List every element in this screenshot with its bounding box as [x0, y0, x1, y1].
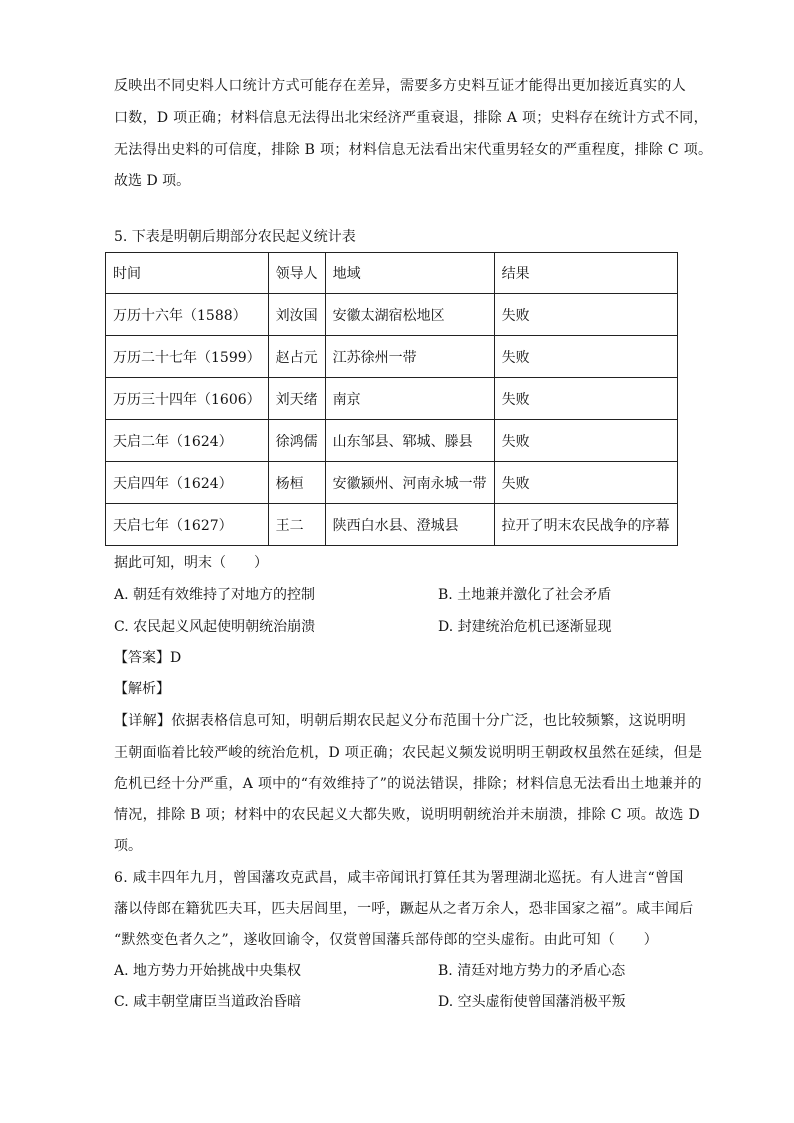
q6-option-a: A. 地方势力开始挑战中央集权	[114, 963, 302, 979]
q5-analysis-title: 【解析】	[114, 681, 170, 697]
q5-detail-line-4: 情况，排除 B 项；材料中的农民起义大都失败，说明明朝统治并未崩溃，排除 C 项。故选 D	[114, 807, 700, 823]
cell-result: 失败	[494, 420, 677, 462]
cell-time: 万历二十七年（1599）	[106, 336, 269, 378]
cell-leader: 刘汝国	[268, 294, 325, 336]
q6-option-b: B. 清廷对地方势力的矛盾心态	[438, 963, 626, 979]
header-region: 地域	[325, 253, 494, 294]
q5-detail-line-5: 项。	[114, 838, 142, 854]
intro-line-2: 口数，D 项正确；材料信息无法得出北宋经济严重衰退，排除 A 项；史料存在统计方式不同，	[114, 110, 708, 126]
cell-leader: 徐鸿儒	[268, 420, 325, 462]
header-leader: 领导人	[268, 253, 325, 294]
q6-option-d: D. 空头虚衔使曾国藩消极平叛	[438, 994, 626, 1010]
cell-region: 陕西白水县、澄城县	[325, 504, 494, 546]
cell-result: 拉开了明末农民战争的序幕	[494, 504, 677, 546]
uprising-table	[105, 252, 678, 546]
table-row	[106, 378, 678, 420]
table-row	[106, 462, 678, 504]
q5-detail-line-3: 危机已经十分严重，A 项中的“有效维持了”的说法错误，排除；材料信息无法看出土地兼并的	[114, 776, 702, 792]
cell-time: 万历十六年（1588）	[106, 294, 269, 336]
header-time: 时间	[106, 253, 269, 294]
cell-region: 江苏徐州一带	[325, 336, 494, 378]
q5-option-d: D. 封建统治危机已逐渐显现	[438, 619, 612, 635]
q6-stem-line-3: “默然变色者久之”，遂收回谕令，仅赏曾国藩兵部侍郎的空头虚衔。由此可知（ ）	[114, 932, 659, 948]
cell-time: 天启二年（1624）	[106, 420, 269, 462]
cell-result: 失败	[494, 336, 677, 378]
q5-option-b: B. 土地兼并激化了社会矛盾	[438, 587, 612, 603]
q6-stem-line-2: 藩以侍郎在籍犹匹夫耳，匹夫居闾里，一呼，蹶起从之者万余人，恐非国家之福”。咸丰闻后	[114, 901, 694, 917]
header-result: 结果	[494, 253, 677, 294]
intro-line-4: 故选 D 项。	[114, 173, 191, 189]
cell-leader: 赵占元	[268, 336, 325, 378]
table-row	[106, 336, 678, 378]
table-row	[106, 504, 678, 546]
cell-result: 失败	[494, 294, 677, 336]
cell-leader: 杨桓	[268, 462, 325, 504]
cell-region: 山东邹县、郓城、滕县	[325, 420, 494, 462]
cell-time: 天启四年（1624）	[106, 462, 269, 504]
q5-stem: 5. 下表是明朝后期部分农民起义统计表	[114, 229, 356, 245]
q6-option-c: C. 咸丰朝堂庸臣当道政治昏暗	[114, 994, 302, 1010]
q5-detail-line-1: 【详解】依据表格信息可知，明朝后期农民起义分布范围十分广泛，也比较频繁，这说明明	[114, 713, 686, 729]
cell-region: 安徽颍州、河南永城一带	[325, 462, 494, 504]
table-header-row	[106, 253, 678, 294]
cell-result: 失败	[494, 462, 677, 504]
q5-option-c: C. 农民起义风起使明朝统治崩溃	[114, 619, 316, 635]
cell-time: 天启七年（1627）	[106, 504, 269, 546]
table-row	[106, 294, 678, 336]
cell-region: 安徽太湖宿松地区	[325, 294, 494, 336]
q5-question: 据此可知，明末（ ）	[114, 555, 268, 571]
intro-line-1: 反映出不同史料人口统计方式可能存在差异，需要多方史料互证才能得出更加接近真实的人	[114, 78, 686, 94]
q5-detail-line-2: 王朝面临着比较严峻的统治危机，D 项正确；农民起义频发说明明王朝政权虽然在延续，但是	[114, 745, 703, 761]
cell-region: 南京	[325, 378, 494, 420]
cell-leader: 王二	[268, 504, 325, 546]
cell-result: 失败	[494, 378, 677, 420]
cell-time: 万历三十四年（1606）	[106, 378, 269, 420]
q5-answer: 【答案】D	[114, 650, 182, 666]
q5-option-a: A. 朝廷有效维持了对地方的控制	[114, 587, 316, 603]
table-row	[106, 420, 678, 462]
intro-line-3: 无法得出史料的可信度，排除 B 项；材料信息无法看出宋代重男轻女的严重程度，排除 C 项。	[114, 142, 713, 158]
cell-leader: 刘天绪	[268, 378, 325, 420]
q6-stem-line-1: 6. 咸丰四年九月，曾国藩攻克武昌，咸丰帝闻讯打算任其为署理湖北巡抚。有人进言“曾国	[114, 870, 684, 886]
